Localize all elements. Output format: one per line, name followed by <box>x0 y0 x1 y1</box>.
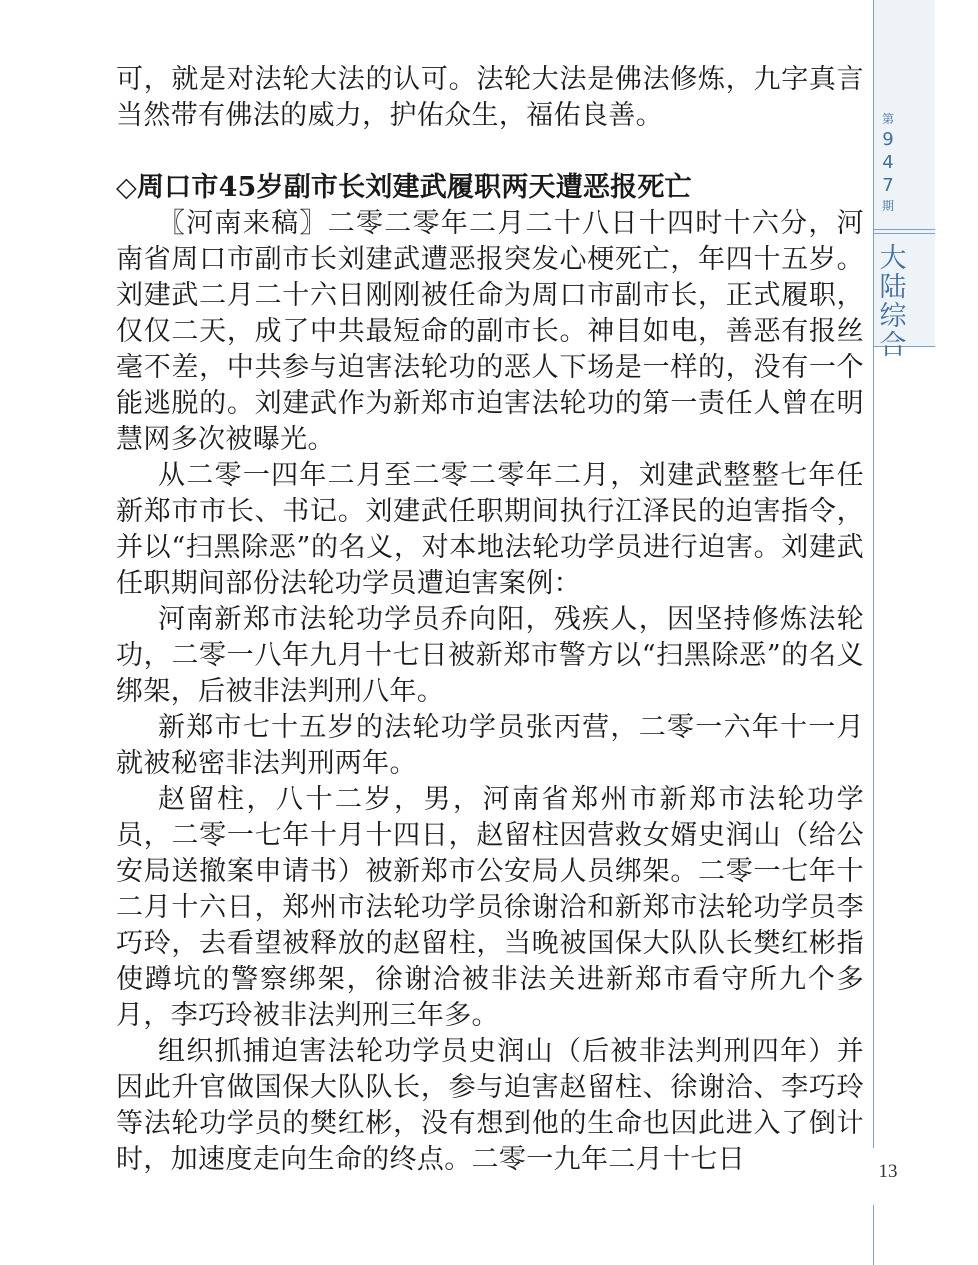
article-body <box>116 62 864 1178</box>
article-heading: ◇周口市45岁副市长刘建武履职两天遭恶报死亡 <box>116 172 692 203</box>
issue-suffix: 期 <box>881 199 894 213</box>
issue-number <box>874 110 902 215</box>
issue-digit: 7 <box>882 175 894 196</box>
body-paragraph: 河南新郑市法轮功学员乔向阳，残疾人，因坚持修炼法轮功，二零一八年九月十七日被新郑市警方以“扫黑除恶”的名义绑架，后被非法判刑八年。 <box>116 604 864 707</box>
issue-digit: 4 <box>882 152 894 173</box>
issue-digit: 9 <box>882 129 894 150</box>
body-paragraph: 从二零一四年二月至二零二零年二月，刘建武整整七年任新郑市市长、书记。刘建武任职期间执行江泽民的迫害指令，并以“扫黑除恶”的名义，对本地法轮功学员进行迫害。刘建武任职期间部份法轮功学员遭迫害案例： <box>116 460 864 599</box>
intro-paragraph: 可，就是对法轮大法的认可。法轮大法是佛法修炼，九字真言当然带有佛法的威力，护佑众生，福佑良善。 <box>116 64 864 131</box>
sidebar-rule-top <box>874 229 935 230</box>
section-label-char: 陆 <box>879 272 907 303</box>
section-label <box>876 244 910 360</box>
issue-prefix: 第 <box>881 112 894 126</box>
body-paragraph: 组织抓捕迫害法轮功学员史润山（后被非法判刑四年）并因此升官做国保大队队长，参与迫害赵留柱、徐谢洽、李巧玲等法轮功学员的樊红彬，没有想到他的生命也因此进入了倒计时，加速度走向生命的终点。二零一九年二月十七日 <box>116 1036 864 1175</box>
body-paragraph: 赵留柱，八十二岁，男，河南省郑州市新郑市法轮功学员，二零一七年十月十四日，赵留柱因营救女婿史润山（给公安局送撤案申请书）被新郑市公安局人员绑架。二零一七年十二月十六日，郑州市法轮功学员徐谢洽和新郑市法轮功学员李巧玲，去看望被释放的赵留柱，当晚被国保大队队长樊红彬指使蹲坑的警察绑架，徐谢洽被非法关进新郑市看守所九个多月，李巧玲被非法判刑三年多。 <box>116 784 864 1031</box>
body-paragraph: 〖河南来稿〗二零二零年二月二十八日十四时十六分，河南省周口市副市长刘建武遭恶报突发心梗死亡，年四十五岁。刘建武二月二十六日刚刚被任命为周口市副市长，正式履职，仅仅二天，成了中共最短命的副市长。神目如电，善恶有报丝毫不差，中共参与迫害法轮功的恶人下场是一样的，没有一个能逃脱的。刘建武作为新郑市迫害法轮功的第一责任人曾在明慧网多次被曝光。 <box>116 208 864 455</box>
body-paragraph: 新郑市七十五岁的法轮功学员张丙营，二零一六年十一月就被秘密非法判刑两年。 <box>116 712 864 779</box>
section-label-char: 综 <box>879 301 907 332</box>
section-label-char: 大 <box>879 243 907 274</box>
page-number: 13 <box>878 1161 898 1182</box>
sidebar-divider-line-bottom <box>873 1205 874 1265</box>
sidebar-rule-top-double <box>874 233 935 234</box>
section-label-char: 合 <box>879 330 907 361</box>
